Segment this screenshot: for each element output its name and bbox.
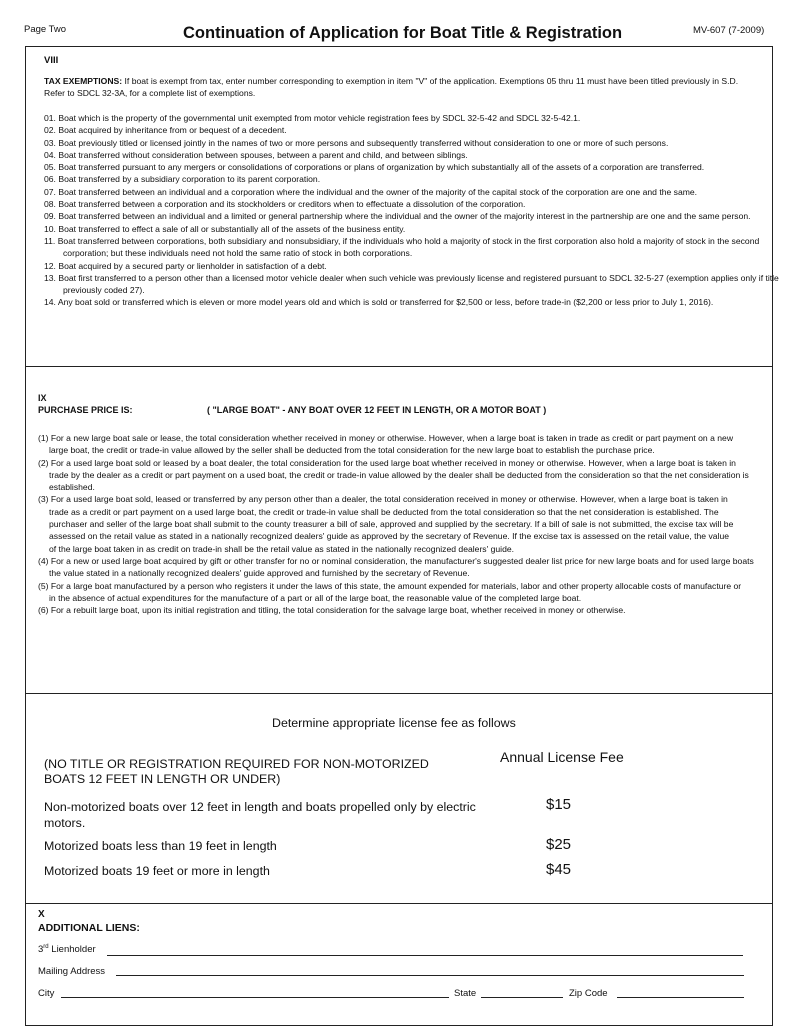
exemption-item: 06. Boat transferred by a subsidiary corporation to its parent corporation. <box>44 174 321 185</box>
state-field[interactable] <box>481 997 563 998</box>
form-number: MV-607 (7-2009) <box>693 25 765 36</box>
section-8-label: VIII <box>44 55 59 66</box>
section-divider <box>25 903 773 904</box>
tax-exemptions-text: If boat is exempt from tax, enter number corresponding to exemption in item "V" of the application. Exemptions 05 thru 11 must have been titled previously in S.D. Refer to SDCL 32-3A, for a complete list of exemptions. <box>44 76 739 99</box>
exemption-item: 10. Boat transferred to effect a sale of all or substantially all of the assets of the business entity. <box>44 223 406 234</box>
section-divider <box>25 693 773 694</box>
exemption-item: 09. Boat transferred between an individual and a limited or general partnership where the individual and the owner of the majority interest in the partnership are one and the same person. <box>44 211 751 222</box>
additional-liens-heading: ADDITIONAL LIENS: <box>38 922 140 934</box>
purchase-price-item: (1) For a new large boat sale or lease, the total consideration whether received in money or otherwise. However, when a large boat is taken in trade as credit or part payment on a new large boat, the credit or trade-in value allowed by the seller shall be deducted from the total consideration for the new large boat to establish the purchase price. <box>38 433 734 456</box>
page-label: Page Two <box>24 24 67 35</box>
state-label: State <box>454 988 477 999</box>
exemption-list <box>44 112 779 309</box>
tax-exemptions-intro <box>44 75 760 100</box>
exemption-item: 05. Boat transferred pursuant to any mergers or consolidations of corporations or plans of organization by which substantially all of the assets of a corporation are transferred. <box>44 162 705 173</box>
purchase-price-item: (3) For a used large boat sold, leased or transferred by any person other than a dealer, the total consideration received in money or otherwise. However, when a large boat is taken in trade as a credit or part payment on a used large boat, the credit or trade-in value shall be deducted from the total consideration so that the net consideration is established. The purchaser and seller of the large boat shall submit to the county treasurer a bill of sale, approved and supplied by the secretary. If a bill of sale is not submitted, the excise tax will be assessed on the retail value as stated in a nationally recognized dealers' guide as approved by the secretary of Revenue. If the excise tax is assessed on the retail value, the value of the large boat taken in as credit on trade-in shall be the retail value as stated in the nationally recognized dealers' guide. <box>38 494 734 554</box>
city-field[interactable] <box>61 997 449 998</box>
exemption-item: 02. Boat acquired by inheritance from or bequest of a decedent. <box>44 125 287 136</box>
purchase-price-item: (6) For a rebuilt large boat, upon its initial registration and titling, the total consideration for the salvage large boat, whether received in money or otherwise. <box>38 605 626 616</box>
tax-exemptions-heading: TAX EXEMPTIONS: <box>44 76 123 86</box>
exemption-item: 03. Boat previously titled or licensed jointly in the names of two or more persons and subsequently transferred without consideration to one or more of such persons. <box>44 137 669 148</box>
zip-code-label: Zip Code <box>569 988 608 999</box>
fee-column-heading: Annual License Fee <box>500 749 624 765</box>
exemption-item: 12. Boat acquired by a secured party or lienholder in satisfaction of a debt. <box>44 260 327 271</box>
exemption-item: 04. Boat transferred without consideration between spouses, between a parent and child, and between siblings. <box>44 149 468 160</box>
exemption-item: 13. Boat first transferred to a person other than a licensed motor vehicle dealer when such vehicle was previously license and registered pursuant to SDCL 32-5-27 (exemption applies only if title previously coded 27). <box>44 272 779 296</box>
purchase-price-item: (5) For a large boat manufactured by a person who registers it under the laws of this state, the amount expended for materials, labor and other property allocable costs of manufacture or in the absence of actual expenditures for the manufacture of a part or all of the large boat, the reasonable value of the completed large boat. <box>38 580 742 603</box>
section-10-label: X <box>38 909 45 920</box>
lienholder-field[interactable] <box>107 955 743 956</box>
fee-row-desc: Non-motorized boats over 12 feet in length and boats propelled only by electric motors. <box>44 800 476 830</box>
purchase-price-item: (4) For a new or used large boat acquired by gift or other transfer for no or nominal consideration, the manufacturer's suggested dealer list price for new large boats and for used large boats the value stated in a nationally recognized dealers' guide approved and furnished by the secretary of Revenue. <box>38 555 754 579</box>
section-divider <box>25 366 773 367</box>
fee-row-amount: $45 <box>546 861 572 878</box>
exemption-item: 01. Boat which is the property of the governmental unit exempted from motor vehicle registration fees by SDCL 32-5-42 and SDCL 32-5-42.1. <box>44 113 581 123</box>
mailing-address-field[interactable] <box>116 975 744 976</box>
exemption-item: 08. Boat transferred between a corporation and its stockholders or creditors when to effectuate a dissolution of the corporation. <box>44 199 526 210</box>
mailing-address-label: Mailing Address <box>38 966 106 977</box>
fee-row-amount: $15 <box>546 796 572 813</box>
exemption-item: 07. Boat transferred between an individual and a corporation where the individual and the owner of the majority of the capital stock of the corporation are one and the same. <box>44 186 698 197</box>
exemption-item: 14. Any boat sold or transferred which is eleven or more model years old and which is sold or transferred for $2,500 or less, before trade-in ($2,200 or less prior to July 1, 2016). <box>44 297 714 308</box>
purchase-price-list <box>38 432 754 616</box>
fee-row-desc: Motorized boats 19 feet or more in length <box>44 864 270 878</box>
zip-code-field[interactable] <box>617 997 744 998</box>
purchase-price-item: (2) For a used large boat sold or leased by a boat dealer, the total consideration for the used large boat whether received in money or otherwise. However, when a large boat is taken in trade by the dealer as a credit or part payment on a used boat, the credit or trade-in value allowed by the dealer shall be deducted from the consideration so that the net consideration is established. <box>38 457 749 493</box>
lienholder-label: 3rd Lienholder <box>38 944 96 956</box>
section-9-label: IX <box>38 393 47 403</box>
fees-intro: Determine appropriate license fee as follows <box>272 716 516 730</box>
fee-row-desc: Motorized boats less than 19 feet in length <box>44 839 277 853</box>
purchase-price-subheading: ( "LARGE BOAT" - ANY BOAT OVER 12 FEET IN LENGTH, OR A MOTOR BOAT ) <box>207 405 547 415</box>
fee-note: (NO TITLE OR REGISTRATION REQUIRED FOR NON-MOTORIZED BOATS 12 FEET IN LENGTH OR UNDER) <box>44 757 429 786</box>
form-title: Continuation of Application for Boat Title & Registration <box>183 24 623 42</box>
exemption-item: 11. Boat transferred between corporations, both subsidiary and nonsubsidiary, if the individuals who hold a majority of stock in the first corporation also hold a majority of stock in the second corporation; but these individuals need not hold the same ratio of stock in both corporations. <box>44 235 760 259</box>
purchase-price-heading: PURCHASE PRICE IS: <box>38 405 133 415</box>
fee-row-amount: $25 <box>546 836 572 853</box>
city-label: City <box>38 988 55 999</box>
